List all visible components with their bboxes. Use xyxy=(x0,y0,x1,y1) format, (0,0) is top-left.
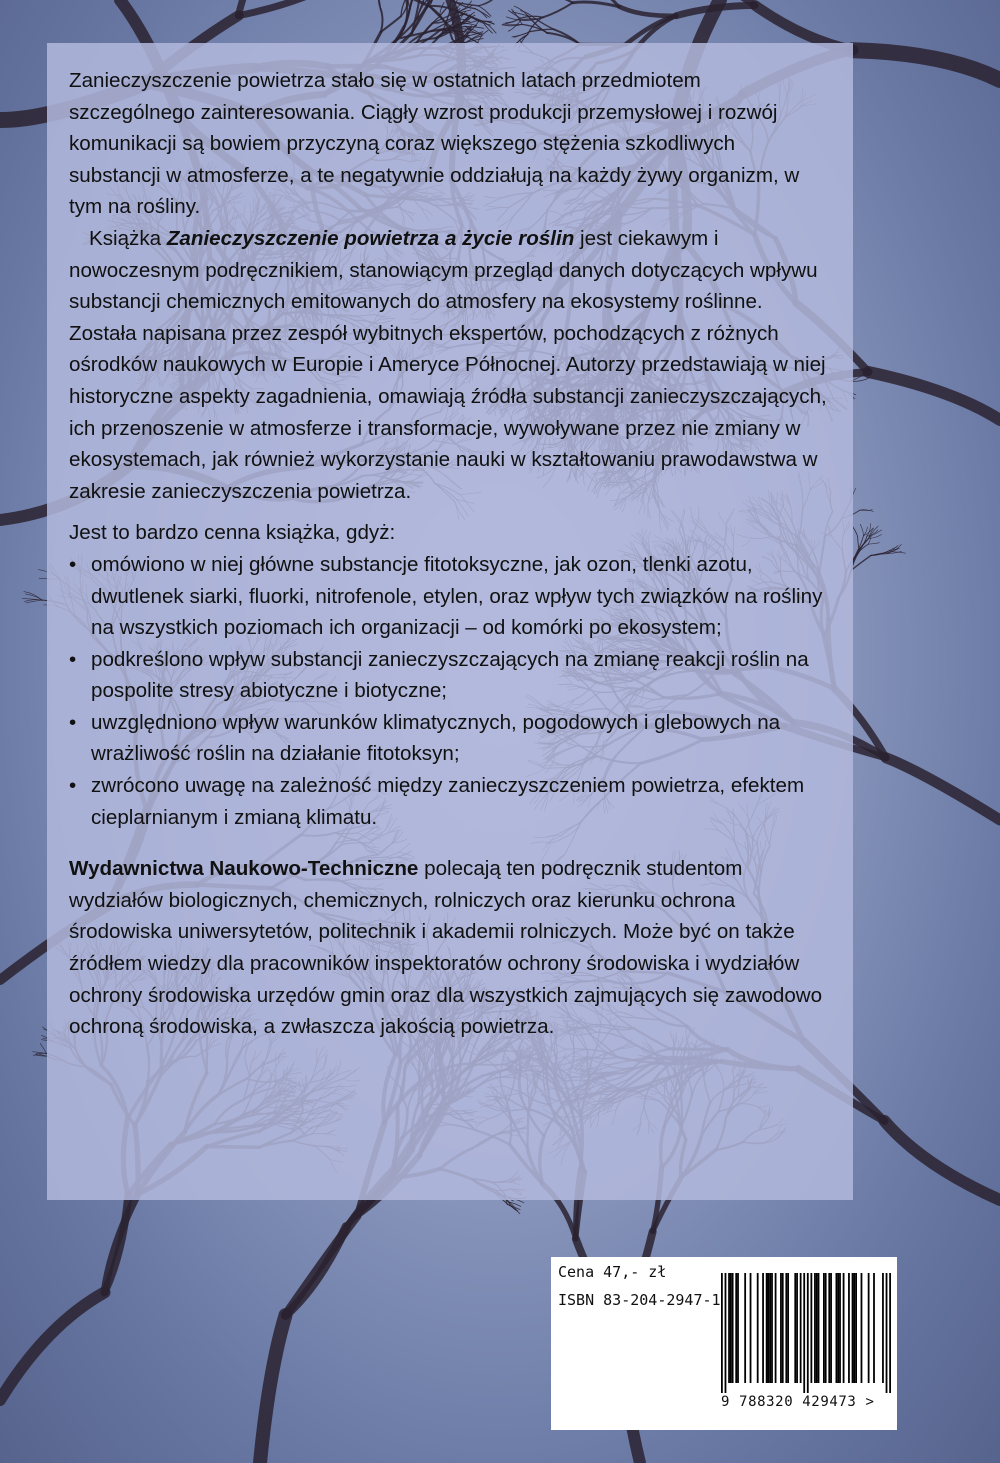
bullet-icon: • xyxy=(69,774,77,798)
isbn-label: ISBN 83-204-2947-1 xyxy=(558,1291,721,1309)
list-item-text: uwzględniono wpływ warunków klimatycznych, pogodowych i glebowych na wrażliwość roślin na działanie fitotoksyn; xyxy=(91,710,781,766)
bullet-icon: • xyxy=(69,647,77,671)
price-barcode-box xyxy=(551,1257,897,1430)
publisher-name: Wydawnictwa Naukowo-Techniczne xyxy=(69,857,419,881)
bullet-icon: • xyxy=(69,552,77,576)
publisher-paragraph xyxy=(69,853,831,1043)
list-item xyxy=(69,549,831,644)
list-item-text: podkreślono wpływ substancji zanieczyszczających na zmianę reakcji roślin na pospolite stresy abiotyczne i biotyczne; xyxy=(91,647,809,703)
price-label: Cena 47,- zł xyxy=(558,1263,667,1281)
list-item xyxy=(69,707,831,770)
text-panel xyxy=(47,43,853,1200)
intro-paragraph: Zanieczyszczenie powietrza stało się w ostatnich latach przedmiotem szczególnego zainteresowania. Ciągły wzrost produkcji przemysłowej i rozwój komunikacji są bowiem przyczyną coraz większego stężenia szkodliwych substancji w atmosferze, a te negatywnie oddziałują na każdy żywy organizm, w tym na rośliny. xyxy=(69,69,800,219)
book-description: jest ciekawym i nowoczesnym podręcznikiem, stanowiącym przegląd danych dotyczących wpływu substancji chemicznych emitowanych do atmosfery na ekosystemy roślinne. Została napisana przez zespół wybitnych ekspertów, pochodzących z różnych ośrodków naukowych w Europie i Ameryce Północnej. Autorzy przedstawiają w niej historyczne aspekty zagadnienia, omawiają źródła substancji zanieczyszczających, ich przenoszenie w atmosferze i transformacje, wywoływane przez nie zmiany w ekosystemach, jak również wykorzystanie nauki w kształtowaniu prawodawstwa w zakresie zanieczyszczenia powietrza. xyxy=(69,226,827,503)
publisher-recommendation: polecają ten podręcznik studentom wydziałów biologicznych, chemicznych, rolniczych oraz kierunku ochrona środowiska uniwersytetów, politechnik i akademii rolniczych. Może być on także źródłem wiedzy dla pracowników inspektoratów ochrony środowiska i wydziałów ochrony środowiska urzędów gmin oraz dla wszystkich zajmujących się zawodowo ochroną środowiska, a zwłaszcza jakością powietrza. xyxy=(69,857,823,1039)
book-title: Zanieczyszczenie powietrza a życie roślin xyxy=(166,226,575,250)
feature-list xyxy=(69,549,831,833)
barcode-icon xyxy=(721,1273,891,1393)
list-item xyxy=(69,644,831,707)
book-lead: Książka xyxy=(89,226,167,250)
list-item-text: zwrócono uwagę na zależność między zanieczyszczeniem powietrza, efektem cieplarnianym i zmianą klimatu. xyxy=(91,774,805,829)
bullet-icon: • xyxy=(69,710,77,734)
list-item-text: omówiono w niej główne substancje fitotoksyczne, jak ozon, tlenki azotu, dwutlenek siarki, fluorki, nitrofenole, etylen, oraz wpływ tych związków na rośliny na wszystkich poziomach ich organizacji – od komórki po ekosystem; xyxy=(91,552,823,640)
list-intro: Jest to bardzo cenna książka, gdyż: xyxy=(69,521,396,545)
list-item xyxy=(69,770,831,833)
barcode-digits: 9 788320 429473 > xyxy=(721,1394,875,1410)
book-paragraph xyxy=(69,223,831,507)
